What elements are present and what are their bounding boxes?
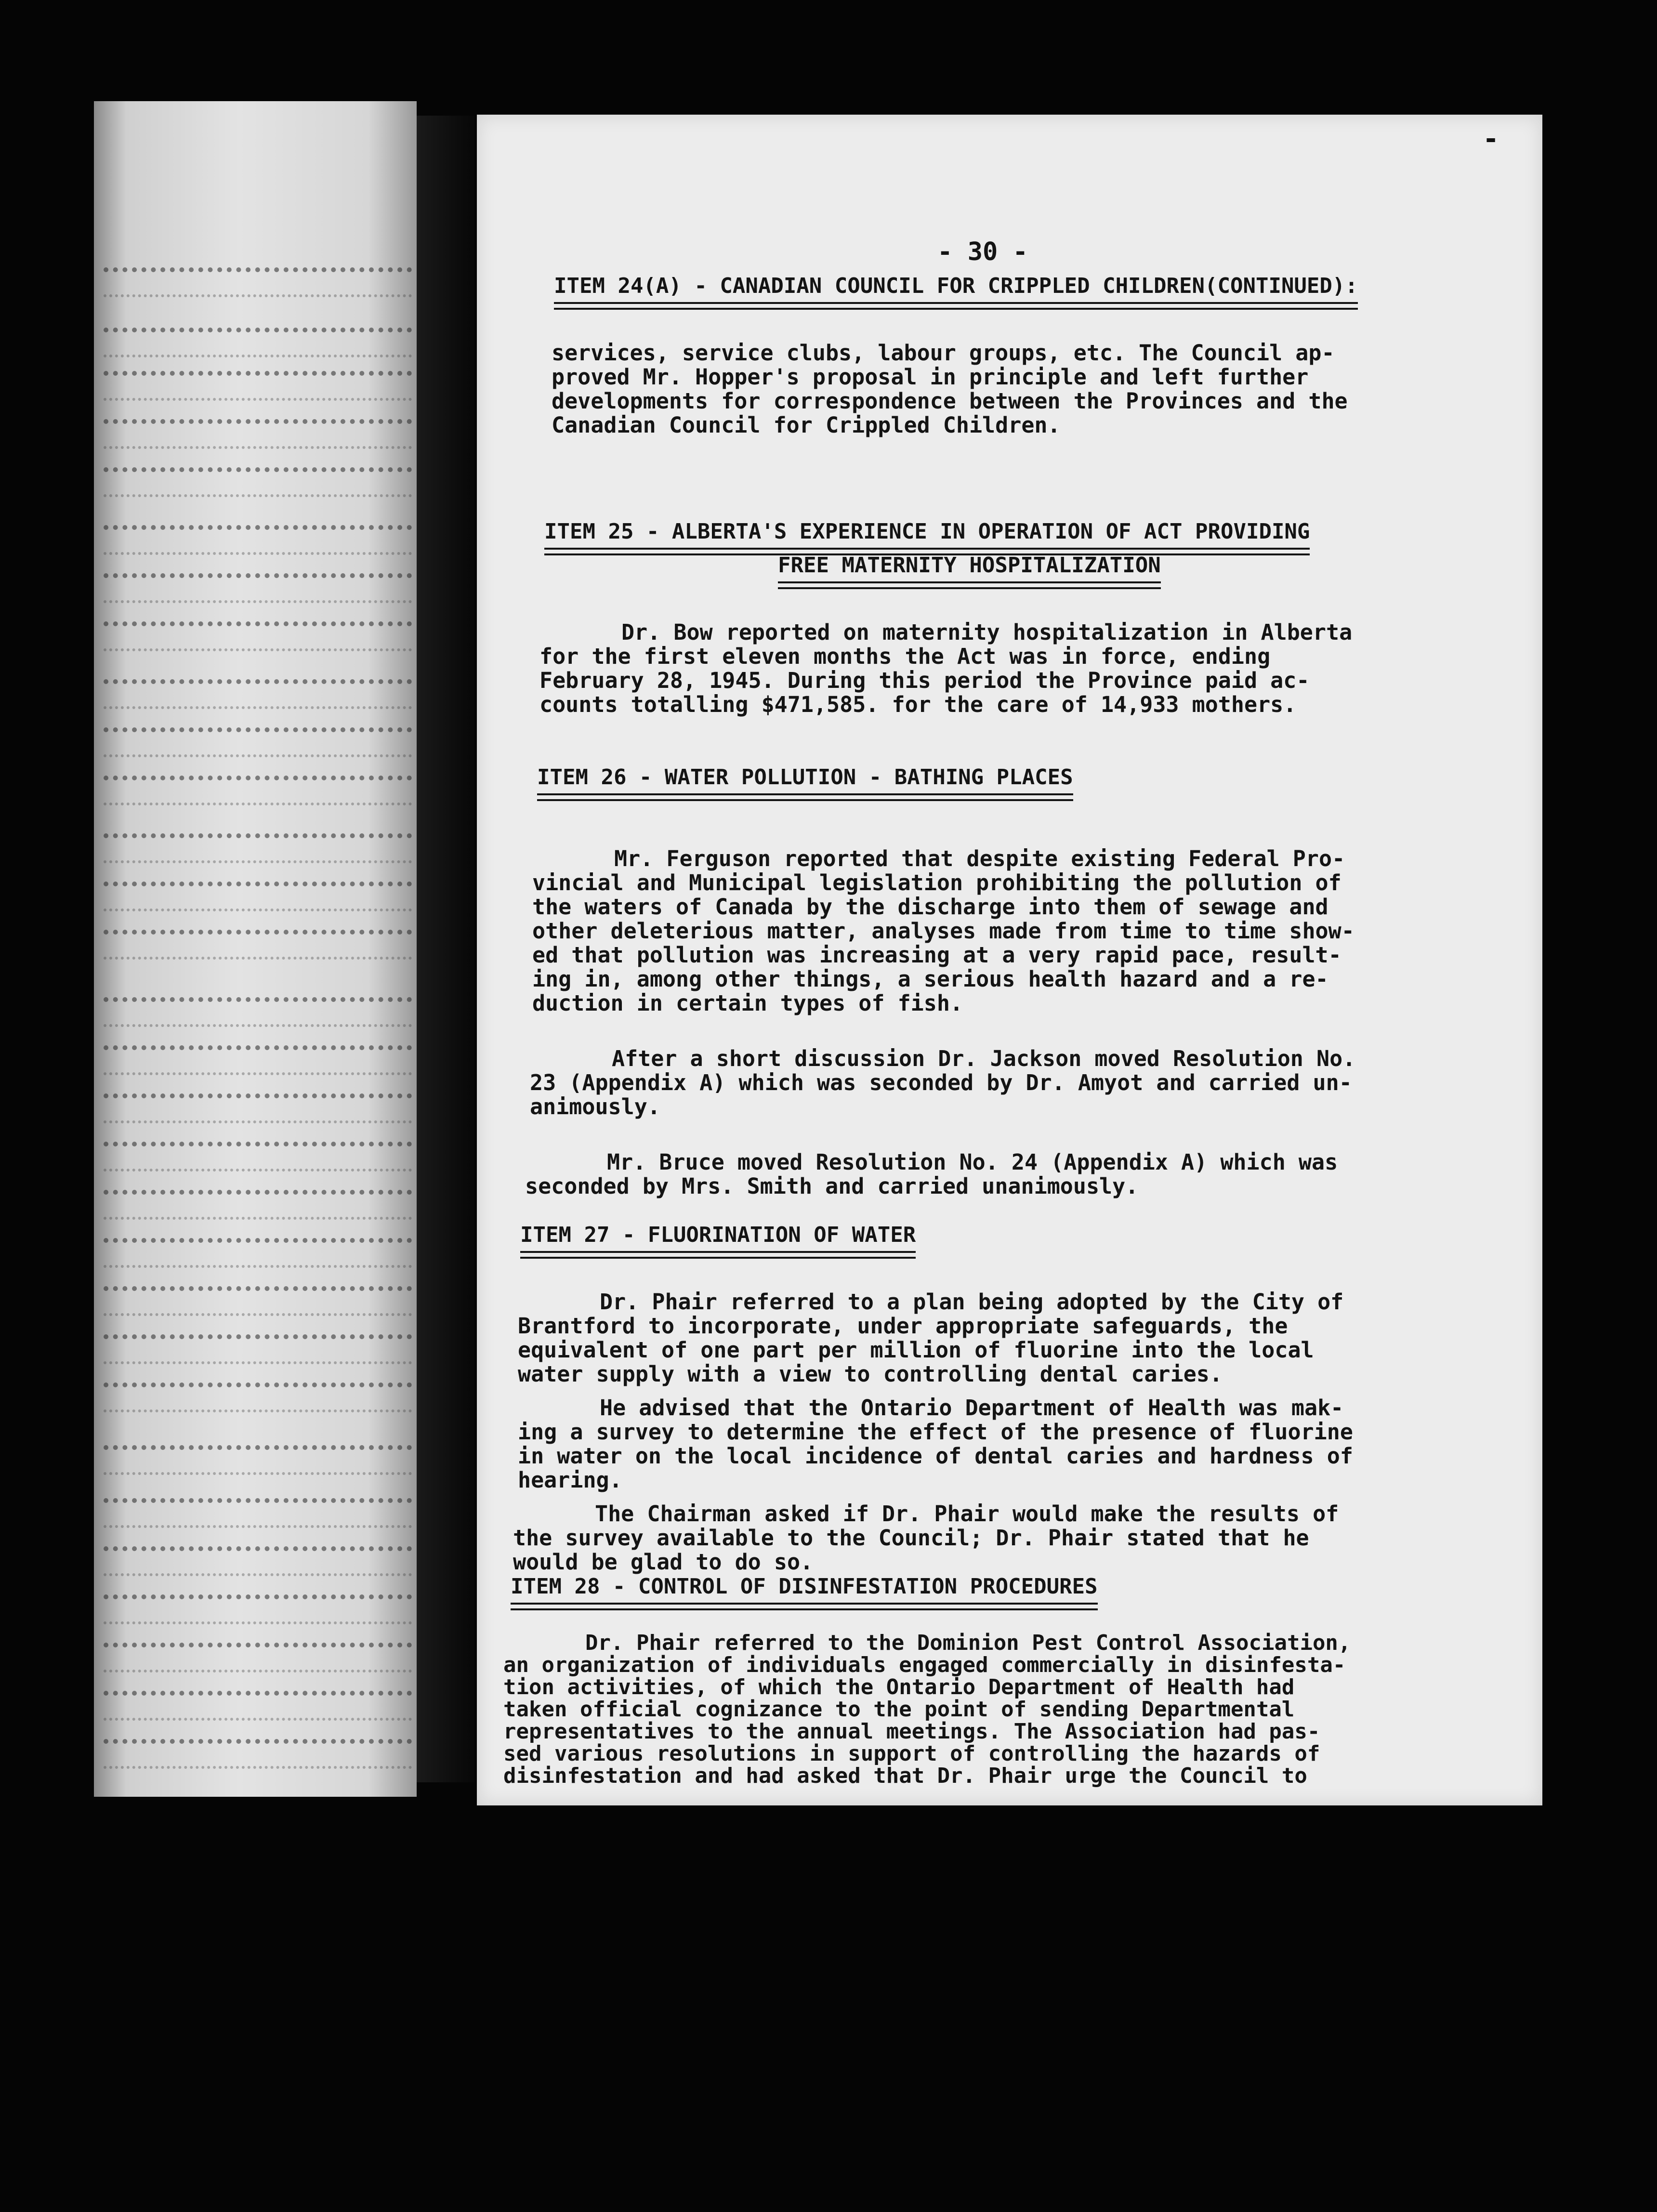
facing-page-text-mark xyxy=(104,467,412,497)
text-line: animously. xyxy=(530,1094,660,1119)
paragraph-item-26-c xyxy=(525,1150,1450,1198)
text-line: would be glad to do so. xyxy=(513,1549,814,1575)
text-line: taken official cognizance to the point of sending Departmental xyxy=(503,1697,1295,1722)
facing-page-text-mark xyxy=(104,1691,412,1721)
text-line: water supply with a view to controlling dental caries. xyxy=(518,1361,1223,1387)
facing-page-text-mark xyxy=(104,1445,412,1475)
text-line: an organization of individuals engaged commercially in disinfesta- xyxy=(503,1653,1346,1677)
book-spine xyxy=(417,116,474,1782)
text-line: services, service clubs, labour groups, etc. The Council ap- xyxy=(552,340,1335,366)
text-line: developments for correspondence between the Provinces and the xyxy=(552,388,1348,414)
paragraph-item-28 xyxy=(503,1632,1476,1787)
facing-page-text-mark xyxy=(104,1739,412,1769)
facing-page-text-mark xyxy=(104,1142,412,1172)
facing-page xyxy=(94,101,417,1797)
text-line: He advised that the Ontario Department of Health was mak- xyxy=(600,1395,1344,1421)
facing-page-text-mark xyxy=(104,776,412,805)
heading-item-25-line-1: ITEM 25 - ALBERTA'S EXPERIENCE IN OPERATION OF ACT PROVIDING xyxy=(544,519,1310,550)
facing-page-text-mark xyxy=(104,1643,412,1672)
paragraph-item-24a xyxy=(552,341,1476,437)
text-line: other deleterious matter, analyses made from time to time show- xyxy=(532,918,1355,944)
text-line: tion activities, of which the Ontario Department of Health had xyxy=(503,1675,1295,1699)
paragraph-item-27-c xyxy=(513,1502,1438,1574)
facing-page-heading-mark xyxy=(104,267,412,297)
facing-page-text-mark xyxy=(104,573,412,603)
text-line: Dr. Phair referred to the Dominion Pest Control Association, xyxy=(585,1631,1351,1655)
text-line: in water on the local incidence of dental caries and hardness of xyxy=(518,1443,1353,1469)
paragraph-item-26-a xyxy=(532,847,1457,1015)
paragraph-item-27-a xyxy=(518,1290,1443,1386)
facing-page-text-mark xyxy=(104,1334,412,1364)
text-line: Mr. Bruce moved Resolution No. 24 (Appendix A) which was xyxy=(607,1149,1338,1175)
heading-item-28: ITEM 28 - CONTROL OF DISINFESTATION PROCEDURES xyxy=(511,1574,1098,1605)
facing-page-text-mark xyxy=(104,371,412,401)
facing-page-text-mark xyxy=(104,1190,412,1220)
facing-page-text-mark xyxy=(104,1546,412,1576)
facing-page-text-mark xyxy=(104,679,412,709)
facing-page-text-mark xyxy=(104,1045,412,1075)
facing-page-text-mark xyxy=(104,1238,412,1268)
text-line: Mr. Ferguson reported that despite existing Federal Pro- xyxy=(614,846,1345,871)
text-line: Dr. Bow reported on maternity hospitalization in Alberta xyxy=(621,619,1353,645)
text-line: ed that pollution was increasing at a very rapid pace, result- xyxy=(532,942,1341,968)
text-line: seconded by Mrs. Smith and carried unanimously. xyxy=(525,1173,1139,1199)
text-line: ing a survey to determine the effect of the presence of fluorine xyxy=(518,1419,1353,1445)
facing-page-text-mark xyxy=(104,930,412,960)
paragraph-item-25 xyxy=(539,620,1464,717)
text-line: The Chairman asked if Dr. Phair would make the results of xyxy=(595,1501,1339,1527)
heading-item-27: ITEM 27 - FLUORINATION OF WATER xyxy=(520,1223,916,1253)
paragraph-item-27-b xyxy=(518,1396,1443,1492)
text-line: for the first eleven months the Act was in force, ending xyxy=(539,644,1271,669)
corner-mark: - xyxy=(1483,123,1499,155)
text-line: disinfestation and had asked that Dr. Phair urge the Council to xyxy=(503,1764,1307,1788)
facing-page-text-mark xyxy=(104,525,412,555)
text-line: Brantford to incorporate, under appropriate safeguards, the xyxy=(518,1313,1288,1339)
text-line: duction in certain types of fish. xyxy=(532,990,963,1016)
text-line: hearing. xyxy=(518,1467,622,1493)
heading-item-26: ITEM 26 - WATER POLLUTION - BATHING PLACES xyxy=(537,765,1073,795)
facing-page-text-mark xyxy=(104,328,412,357)
text-line: 23 (Appendix A) which was seconded by Dr. Amyot and carried un- xyxy=(530,1070,1352,1095)
text-line: Canadian Council for Crippled Children. xyxy=(552,412,1061,438)
text-line: After a short discussion Dr. Jackson moved Resolution No. xyxy=(612,1046,1356,1071)
facing-page-text-mark xyxy=(104,621,412,651)
facing-page-text-mark xyxy=(104,997,412,1027)
document-page xyxy=(477,115,1542,1805)
text-line: vincial and Municipal legislation prohibiting the pollution of xyxy=(532,870,1341,895)
paragraph-item-26-b xyxy=(530,1047,1455,1119)
facing-page-text-mark xyxy=(104,1382,412,1412)
facing-page-text-mark xyxy=(104,1594,412,1624)
facing-page-text-mark xyxy=(104,882,412,911)
facing-page-text-mark xyxy=(104,1093,412,1123)
heading-item-24a: ITEM 24(A) - CANADIAN COUNCIL FOR CRIPPLED CHILDREN(CONTINUED): xyxy=(554,274,1358,304)
facing-page-text-mark xyxy=(104,727,412,757)
facing-page-text-mark xyxy=(104,419,412,449)
text-line: February 28, 1945. During this period the Province paid ac- xyxy=(539,668,1310,693)
text-line: the waters of Canada by the discharge into them of sewage and xyxy=(532,894,1328,920)
facing-page-text-mark xyxy=(104,833,412,863)
heading-item-25-line-2: FREE MATERNITY HOSPITALIZATION xyxy=(778,553,1161,583)
text-line: representatives to the annual meetings. The Association had pas- xyxy=(503,1719,1320,1744)
facing-page-text-mark xyxy=(104,1286,412,1316)
facing-page-text-mark xyxy=(104,1498,412,1528)
text-line: the survey available to the Council; Dr. Phair stated that he xyxy=(513,1525,1309,1551)
text-line: proved Mr. Hopper's proposal in principle and left further xyxy=(552,364,1309,390)
page-number: - 30 - xyxy=(937,237,1028,266)
text-line: equivalent of one part per million of fluorine into the local xyxy=(518,1337,1314,1363)
text-line: counts totalling $471,585. for the care of 14,933 mothers. xyxy=(539,692,1297,717)
text-line: ing in, among other things, a serious health hazard and a re- xyxy=(532,966,1328,992)
text-line: sed various resolutions in support of controlling the hazards of xyxy=(503,1741,1320,1766)
text-line: Dr. Phair referred to a plan being adopted by the City of xyxy=(600,1289,1344,1315)
